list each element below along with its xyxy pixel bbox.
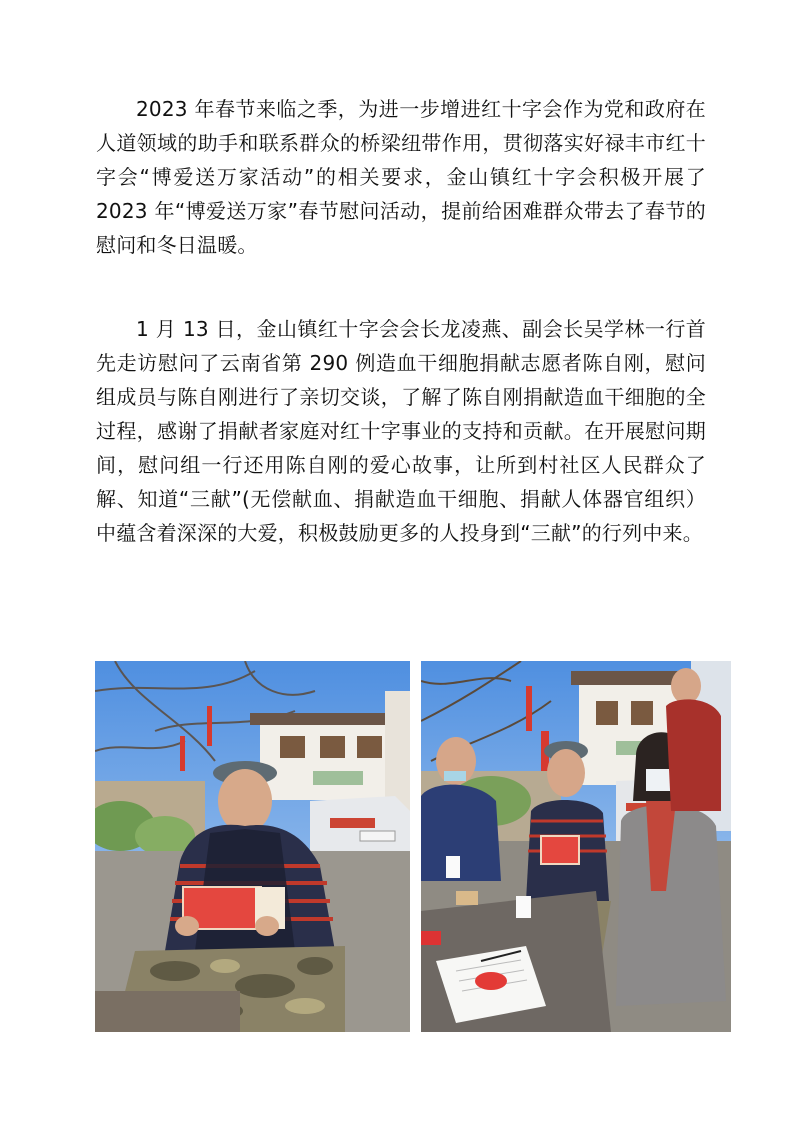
photo-volunteer-with-certificate	[95, 661, 410, 1032]
paragraph-2: 1 月 13 日，金山镇红十字会会长龙凌燕、副会长吴学林一行首先走访慰问了云南省第 290 例造血干细胞捐献志愿者陈自刚，慰问组成员与陈自刚进行了亲切交谈，了解了陈自刚捐献造血干细胞的全过程，感谢了捐献者家庭对红十字事业的支持和贡献。在开展慰问期间，慰问组一行还用陈自刚的爱心故事，让所到村社区人民群众了解、知道“三献”(无偿献血、捐献造血干细胞、捐献人体器官组织）中蕴含着深深的大爱，积极鼓励更多的人投身到“三献”的行列中来。	[96, 317, 706, 545]
paragraph-1: 2023 年春节来临之季，为进一步增进红十字会作为党和政府在人道领域的助手和联系群众的桥梁纽带作用，贯彻落实好禄丰市红十字会“博爱送万家活动”的相关要求，金山镇红十字会积极开展了 2023 年“博爱送万家”春节慰问活动，提前给困难群众带去了春节的慰问和冬日温暖。	[96, 97, 706, 257]
photo-right-illustration	[421, 661, 731, 1032]
photo-condolence-meeting	[421, 661, 731, 1032]
photo-left-illustration	[95, 661, 410, 1032]
